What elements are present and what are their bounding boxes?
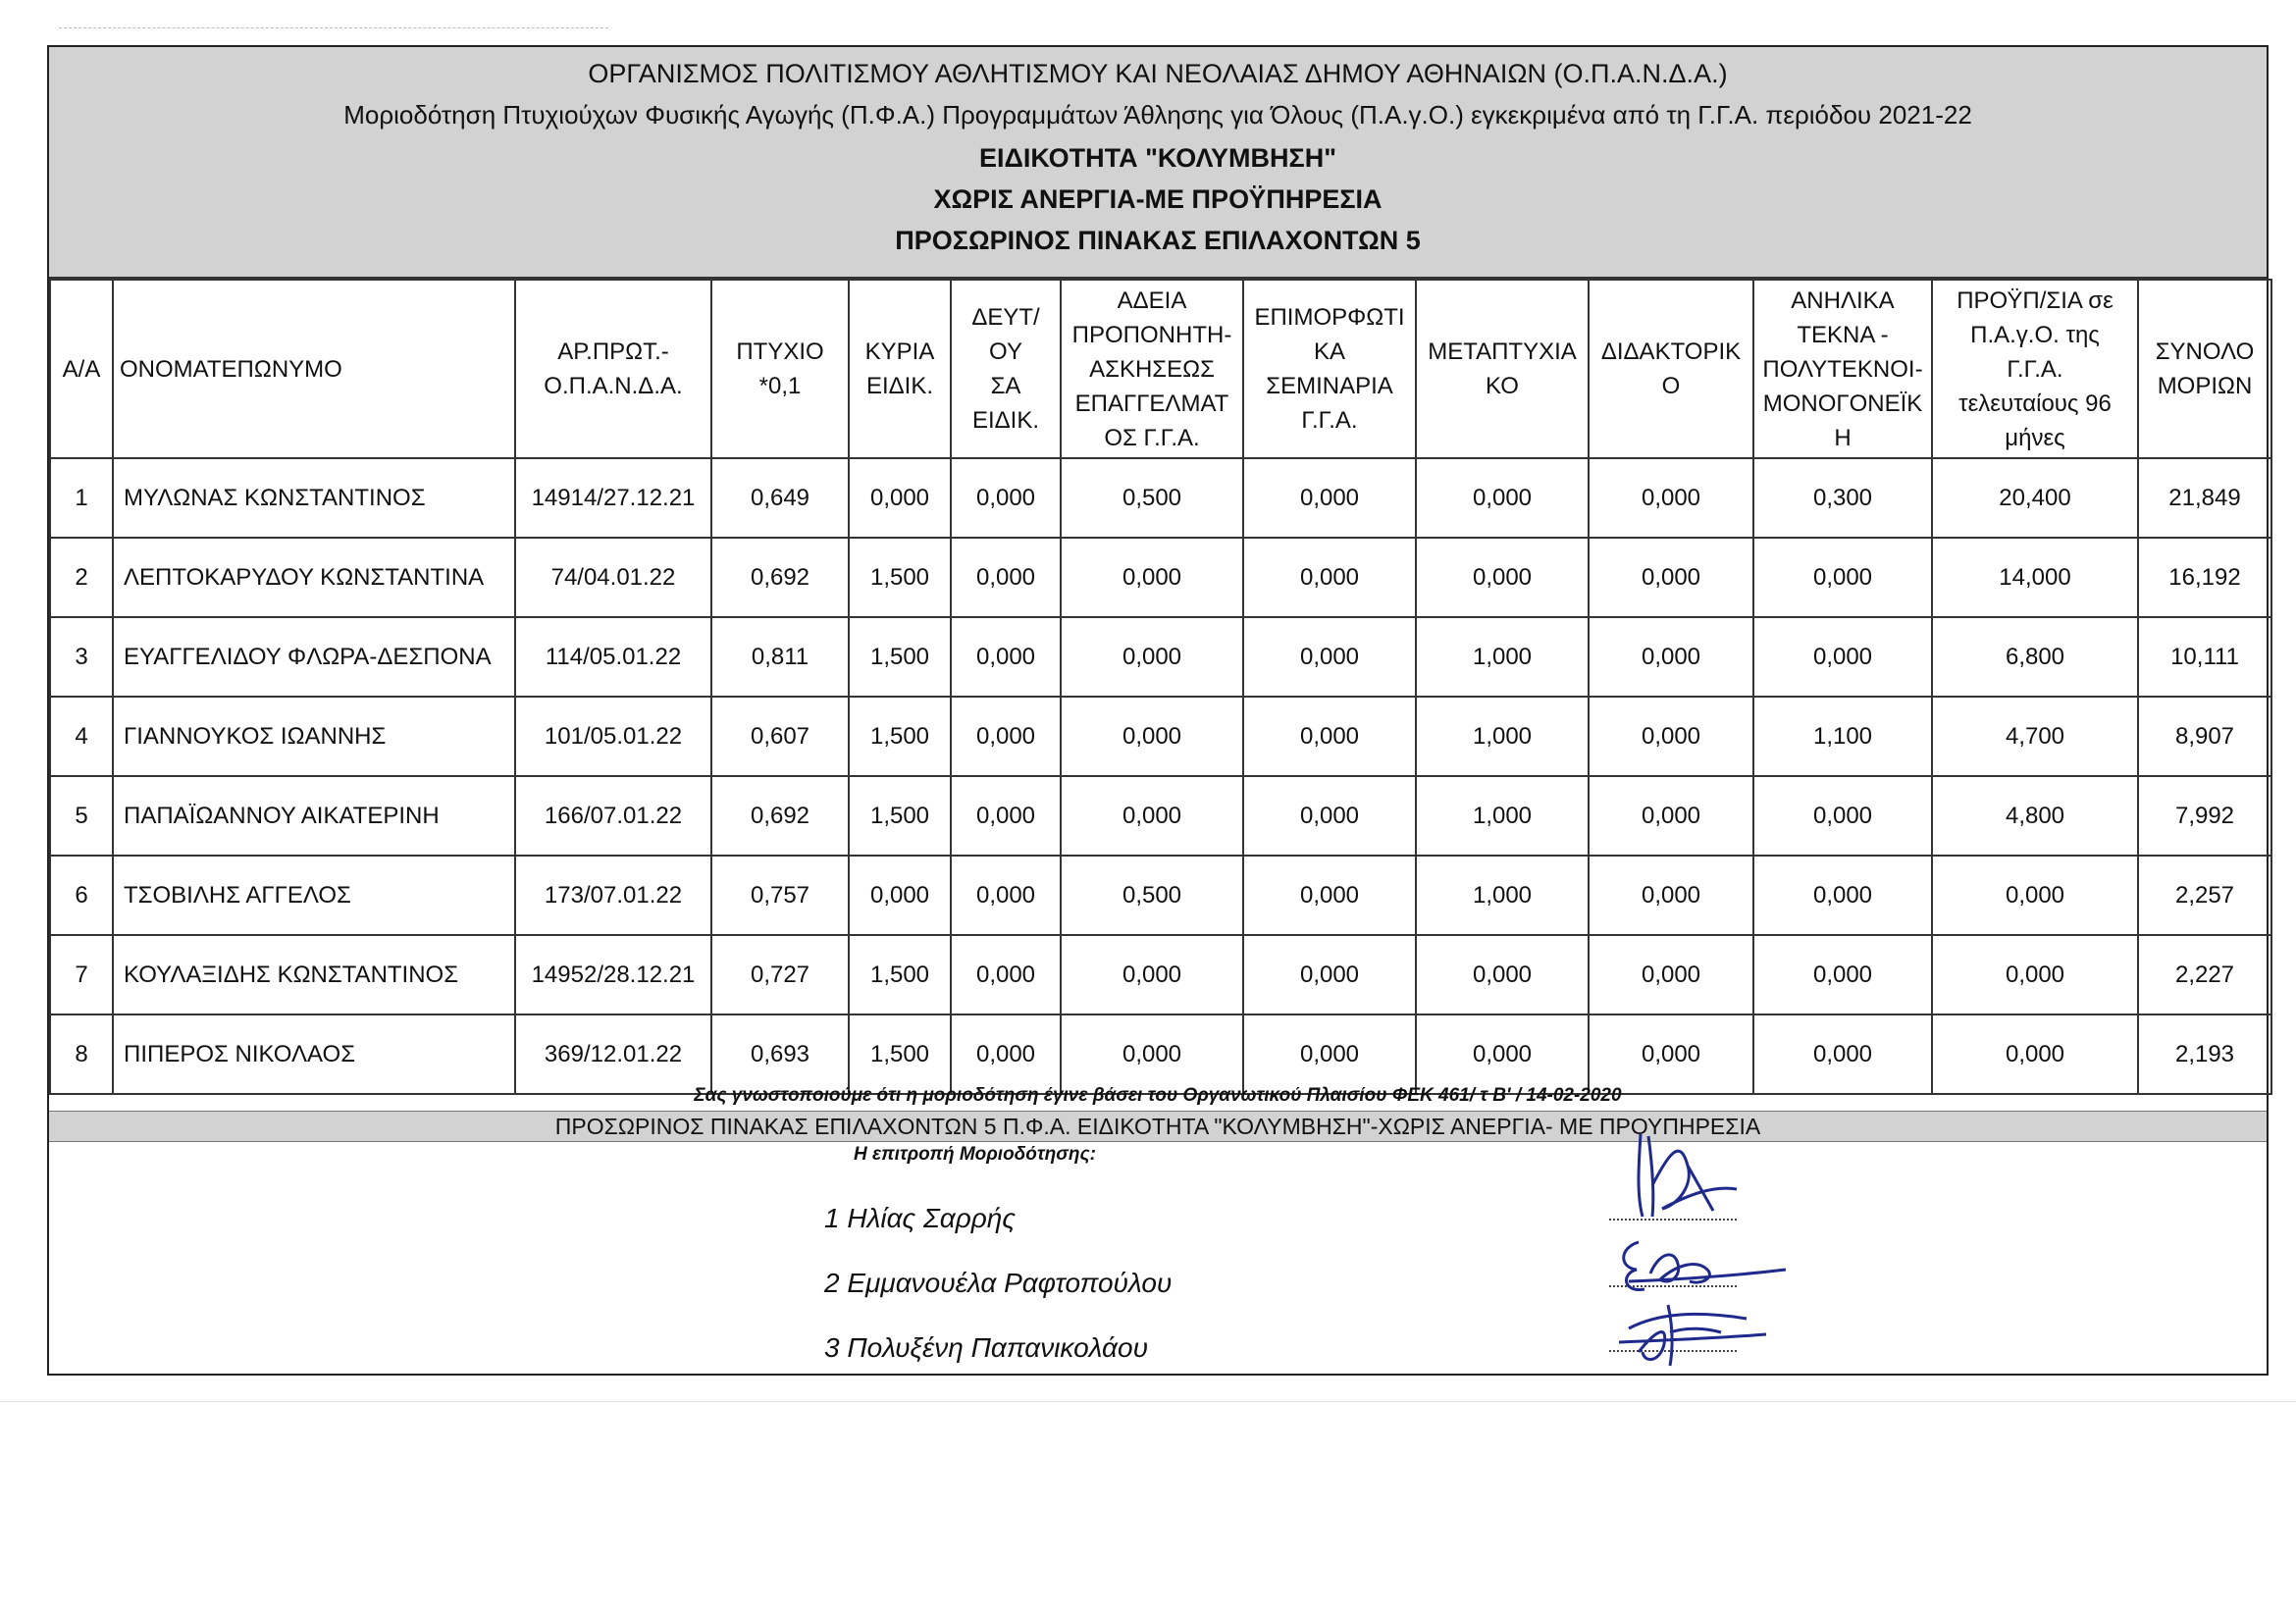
- cell-coach-license: 0,000: [1061, 776, 1243, 856]
- cell-aa: 7: [50, 935, 113, 1014]
- cell-total-points: 2,257: [2138, 856, 2271, 935]
- cell-minor-children-family: 0,000: [1753, 617, 1932, 697]
- table-row: [50, 617, 2271, 697]
- column-header-coach-license: [1061, 280, 1243, 458]
- cell-doctorate: 0,000: [1589, 617, 1753, 697]
- cell-doctorate: 0,000: [1589, 1014, 1753, 1094]
- column-header-minor-children-family: [1753, 280, 1932, 458]
- column-header-line: Γ.Γ.Α.: [2007, 355, 2063, 383]
- cell-coach-license: 0,500: [1061, 856, 1243, 935]
- cell-secondary-specialty: 0,000: [951, 935, 1061, 1014]
- column-header-secondary-specialty: [951, 280, 1061, 458]
- column-header-training-seminars: [1243, 280, 1416, 458]
- column-header-line: Γ.Γ.Α.: [1301, 407, 1358, 434]
- cell-protocol-number: 369/12.01.22: [515, 1014, 711, 1094]
- cell-main-specialty: 1,500: [849, 776, 951, 856]
- cell-secondary-specialty: 0,000: [951, 697, 1061, 776]
- table-row: [50, 856, 2271, 935]
- column-header-line: ΕΠΙΜΟΡΦΩΤΙ: [1254, 304, 1405, 331]
- column-header-line: ΣΥΝΟΛΟ: [2155, 338, 2255, 365]
- column-header-line: μήνες: [2005, 424, 2065, 451]
- cell-main-specialty: 1,500: [849, 617, 951, 697]
- cell-aa: 8: [50, 1014, 113, 1094]
- column-header-line: ΠΟΛΥΤΕΚΝΟΙ-: [1762, 355, 1923, 383]
- cell-main-specialty: 1,500: [849, 935, 951, 1014]
- column-header-line: *0,1: [758, 373, 802, 399]
- cell-secondary-specialty: 0,000: [951, 776, 1061, 856]
- signature-1-image: [1619, 1126, 1766, 1224]
- column-header-line: ΜΟΝΟΓΟΝΕΪΚ: [1762, 390, 1923, 417]
- cell-training-seminars: 0,000: [1243, 617, 1416, 697]
- column-header-total-points: [2138, 280, 2271, 458]
- scan-edge-mark: [59, 27, 608, 28]
- column-header-line: ΠΤΥΧΙΟ: [736, 338, 824, 365]
- cell-doctorate: 0,000: [1589, 458, 1753, 538]
- cell-total-points: 7,992: [2138, 776, 2271, 856]
- cell-coach-license: 0,000: [1061, 935, 1243, 1014]
- cell-degree: 0,727: [711, 935, 849, 1014]
- cell-service-experience: 14,000: [1932, 538, 2138, 617]
- cell-full-name: ΚΟΥΛΑΞΙΔΗΣ ΚΩΝΣΤΑΝΤΙΝΟΣ: [113, 935, 515, 1014]
- cell-full-name: ΠΑΠΑΪΩΑΝΝΟΥ ΑΙΚΑΤΕΡΙΝΗ: [113, 776, 515, 856]
- cell-total-points: 21,849: [2138, 458, 2271, 538]
- cell-minor-children-family: 0,000: [1753, 1014, 1932, 1094]
- cell-training-seminars: 0,000: [1243, 935, 1416, 1014]
- committee-member-1: 1 Ηλίας Σαρρής: [824, 1203, 1016, 1233]
- document-sheet: [47, 45, 2269, 1376]
- column-header-line: ΣΑ ΕΙΔΙΚ.: [971, 373, 1040, 434]
- cell-main-specialty: 0,000: [849, 458, 951, 538]
- cell-doctorate: 0,000: [1589, 697, 1753, 776]
- cell-full-name: ΕΥΑΓΓΕΛΙΔΟΥ ΦΛΩΡΑ-ΔΕΣΠΟΝΑ: [113, 617, 515, 697]
- table-title: ΠΡΟΣΩΡΙΝΟΣ ΠΙΝΑΚΑΣ ΕΠΙΛΑΧΟΝΤΩΝ 5: [895, 226, 1421, 255]
- cell-aa: 1: [50, 458, 113, 538]
- cell-main-specialty: 1,500: [849, 538, 951, 617]
- cell-training-seminars: 0,000: [1243, 697, 1416, 776]
- table-header-row: [50, 280, 2271, 458]
- cell-training-seminars: 0,000: [1243, 458, 1416, 538]
- cell-secondary-specialty: 0,000: [951, 458, 1061, 538]
- cell-training-seminars: 0,000: [1243, 856, 1416, 935]
- cell-secondary-specialty: 0,000: [951, 856, 1061, 935]
- cell-masters: 1,000: [1416, 697, 1589, 776]
- cell-coach-license: 0,000: [1061, 697, 1243, 776]
- cell-protocol-number: 114/05.01.22: [515, 617, 711, 697]
- cell-doctorate: 0,000: [1589, 538, 1753, 617]
- cell-protocol-number: 101/05.01.22: [515, 697, 711, 776]
- column-header-line: ΑΝΗΛΙΚΑ: [1791, 286, 1895, 314]
- cell-coach-license: 0,500: [1061, 458, 1243, 538]
- table-row: [50, 697, 2271, 776]
- cell-service-experience: 4,800: [1932, 776, 2138, 856]
- cell-protocol-number: 166/07.01.22: [515, 776, 711, 856]
- cell-aa: 4: [50, 697, 113, 776]
- cell-degree: 0,607: [711, 697, 849, 776]
- cell-protocol-number: 173/07.01.22: [515, 856, 711, 935]
- cell-aa: 5: [50, 776, 113, 856]
- column-header-line: τελευταίους 96: [1958, 390, 2112, 417]
- cell-main-specialty: 0,000: [849, 856, 951, 935]
- cell-coach-license: 0,000: [1061, 538, 1243, 617]
- cell-secondary-specialty: 0,000: [951, 538, 1061, 617]
- cell-doctorate: 0,000: [1589, 856, 1753, 935]
- cell-masters: 0,000: [1416, 935, 1589, 1014]
- cell-degree: 0,693: [711, 1014, 849, 1094]
- table-row: [50, 935, 2271, 1014]
- cell-minor-children-family: 0,000: [1753, 856, 1932, 935]
- column-header-line: ΟΝΟΜΑΤΕΠΩΝΥΜΟ: [120, 355, 342, 383]
- specialty-title: ΕΙΔΙΚΟΤΗΤΑ "ΚΟΛΥΜΒΗΣΗ": [978, 143, 1337, 173]
- cell-training-seminars: 0,000: [1243, 538, 1416, 617]
- column-header-line: ΚΥΡΙΑ: [864, 338, 935, 365]
- column-header-line: Ο: [1661, 373, 1681, 399]
- cell-training-seminars: 0,000: [1243, 1014, 1416, 1094]
- cell-full-name: ΠΙΠΕΡΟΣ ΝΙΚΟΛΑΟΣ: [113, 1014, 515, 1094]
- cell-aa: 3: [50, 617, 113, 697]
- column-header-line: ΠΡΟΫΠ/ΣΙΑ σε: [1957, 286, 2113, 314]
- column-header-line: ΜΟΡΙΩΝ: [2157, 373, 2253, 399]
- cell-protocol-number: 74/04.01.22: [515, 538, 711, 617]
- column-header-line: ΕΙΔΙΚ.: [865, 373, 934, 399]
- cell-total-points: 10,111: [2138, 617, 2271, 697]
- cell-full-name: ΛΕΠΤΟΚΑΡΥΔΟΥ ΚΩΝΣΤΑΝΤΙΝΑ: [113, 538, 515, 617]
- cell-total-points: 2,227: [2138, 935, 2271, 1014]
- cell-protocol-number: 14952/28.12.21: [515, 935, 711, 1014]
- scores-table: [49, 279, 2272, 1095]
- column-header-line: ΔΕΥΤ/ΟΥ: [971, 304, 1040, 365]
- table-row: [50, 538, 2271, 617]
- footer-title-band: ΠΡΟΣΩΡΙΝΟΣ ΠΙΝΑΚΑΣ ΕΠΙΛΑΧΟΝΤΩΝ 5 Π.Φ.Α. ΕΙΔΙΚΟΤΗΤΑ "ΚΟΛΥΜΒΗΣΗ"-ΧΩΡΙΣ ΑΝΕΡΓΙΑ- ΜΕ ΠΡΟΥΠΗΡΕΣΙΑ: [49, 1111, 2267, 1142]
- cell-protocol-number: 14914/27.12.21: [515, 458, 711, 538]
- cell-service-experience: 6,800: [1932, 617, 2138, 697]
- cell-degree: 0,811: [711, 617, 849, 697]
- column-header-protocol-number: [515, 280, 711, 458]
- cell-minor-children-family: 0,000: [1753, 776, 1932, 856]
- cell-aa: 2: [50, 538, 113, 617]
- column-header-masters: [1416, 280, 1589, 458]
- column-header-line: ΣΕΜΙΝΑΡΙΑ: [1266, 373, 1393, 399]
- column-header-main-specialty: [849, 280, 951, 458]
- cell-coach-license: 0,000: [1061, 617, 1243, 697]
- cell-masters: 0,000: [1416, 1014, 1589, 1094]
- column-header-line: ΚΑ: [1313, 338, 1345, 365]
- table-body: [50, 458, 2271, 1094]
- cell-masters: 0,000: [1416, 538, 1589, 617]
- table-row: [50, 776, 2271, 856]
- table-row: [50, 458, 2271, 538]
- cell-degree: 0,649: [711, 458, 849, 538]
- cell-training-seminars: 0,000: [1243, 776, 1416, 856]
- organization-title: ΟΡΓΑΝΙΣΜΟΣ ΠΟΛΙΤΙΣΜΟΥ ΑΘΛΗΤΙΣΜΟΥ ΚΑΙ ΝΕΟΛΑΙΑΣ ΔΗΜΟΥ ΑΘΗΝΑΙΩΝ (Ο.Π.Α.Ν.Δ.Α.): [588, 59, 1728, 88]
- cell-coach-license: 0,000: [1061, 1014, 1243, 1094]
- table-row: [50, 1014, 2271, 1094]
- column-header-line: ΤΕΚΝΑ -: [1797, 321, 1889, 348]
- cell-full-name: ΜΥΛΩΝΑΣ ΚΩΝΣΤΑΝΤΙΝΟΣ: [113, 458, 515, 538]
- column-header-line: ΟΣ Γ.Γ.Α.: [1104, 424, 1200, 451]
- column-header-line: ΑΔΕΙΑ: [1117, 286, 1187, 314]
- cell-service-experience: 0,000: [1932, 1014, 2138, 1094]
- committee-label: Η επιτροπή Μοριοδότησης:: [854, 1144, 1096, 1165]
- committee-member-3: 3 Πολυξένη Παπανικολάου: [824, 1332, 1148, 1363]
- program-subtitle: Μοριοδότηση Πτυχιούχων Φυσικής Αγωγής (Π.Φ.Α.) Προγραμμάτων Άθλησης για Όλους (Π.Α.γ.Ο.) εγκεκριμένα από τη Γ.Γ.Α. περιόδου 2021-22: [343, 100, 1972, 130]
- cell-secondary-specialty: 0,000: [951, 1014, 1061, 1094]
- column-header-line: ΔΙΔΑΚΤΟΡΙΚ: [1600, 338, 1742, 365]
- cell-masters: 0,000: [1416, 458, 1589, 538]
- column-header-line: Ο.Π.Α.Ν.Δ.Α.: [544, 373, 683, 399]
- cell-doctorate: 0,000: [1589, 776, 1753, 856]
- cell-service-experience: 4,700: [1932, 697, 2138, 776]
- document-header: [49, 47, 2267, 279]
- column-header-full-name: [113, 280, 515, 458]
- cell-total-points: 16,192: [2138, 538, 2271, 617]
- cell-minor-children-family: 0,300: [1753, 458, 1932, 538]
- cell-main-specialty: 1,500: [849, 1014, 951, 1094]
- signature-3-image: [1599, 1293, 1796, 1372]
- cell-masters: 1,000: [1416, 776, 1589, 856]
- column-header-line: ΚΟ: [1486, 373, 1519, 399]
- cell-main-specialty: 1,500: [849, 697, 951, 776]
- column-header-line: Α/Α: [62, 355, 101, 383]
- cell-degree: 0,692: [711, 538, 849, 617]
- cell-minor-children-family: 0,000: [1753, 538, 1932, 617]
- cell-degree: 0,692: [711, 776, 849, 856]
- column-header-aa: [50, 280, 113, 458]
- cell-total-points: 2,193: [2138, 1014, 2271, 1094]
- cell-minor-children-family: 0,000: [1753, 935, 1932, 1014]
- category-title: ΧΩΡΙΣ ΑΝΕΡΓΙΑ-ΜΕ ΠΡΟΫΠΗΡΕΣΙΑ: [933, 184, 1383, 214]
- legal-note: Σας γνωστοποιούμε ότι η μοριοδότηση έγινε βάσει του Οργανωτικού Πλαισίου ΦΕΚ 461/ τ Β' / 14-02-2020: [694, 1085, 1622, 1106]
- column-header-line: ΑΡ.ΠΡΩΤ.-: [557, 338, 669, 365]
- cell-minor-children-family: 1,100: [1753, 697, 1932, 776]
- scan-bottom-edge: [0, 1401, 2296, 1402]
- cell-aa: 6: [50, 856, 113, 935]
- cell-full-name: ΤΣΟΒΙΛΗΣ ΑΓΓΕΛΟΣ: [113, 856, 515, 935]
- column-header-service-experience: [1932, 280, 2138, 458]
- cell-service-experience: 0,000: [1932, 856, 2138, 935]
- column-header-line: Η: [1834, 424, 1852, 451]
- column-header-line: Π.Α.γ.Ο. της: [1970, 321, 2100, 348]
- cell-total-points: 8,907: [2138, 697, 2271, 776]
- cell-secondary-specialty: 0,000: [951, 617, 1061, 697]
- column-header-doctorate: [1589, 280, 1753, 458]
- cell-doctorate: 0,000: [1589, 935, 1753, 1014]
- cell-full-name: ΓΙΑΝΝΟΥΚΟΣ ΙΩΑΝΝΗΣ: [113, 697, 515, 776]
- cell-masters: 1,000: [1416, 617, 1589, 697]
- cell-masters: 1,000: [1416, 856, 1589, 935]
- column-header-line: ΠΡΟΠΟΝΗΤΗ-: [1071, 321, 1232, 348]
- column-header-line: ΕΠΑΓΓΕΛΜΑΤ: [1074, 390, 1229, 417]
- committee-member-2: 2 Εμμανουέλα Ραφτοπούλου: [824, 1268, 1173, 1298]
- column-header-line: ΜΕΤΑΠΤΥΧΙΑ: [1428, 338, 1577, 365]
- column-header-line: ΑΣΚΗΣΕΩΣ: [1089, 355, 1215, 383]
- cell-service-experience: 0,000: [1932, 935, 2138, 1014]
- cell-service-experience: 20,400: [1932, 458, 2138, 538]
- column-header-degree: [711, 280, 849, 458]
- cell-degree: 0,757: [711, 856, 849, 935]
